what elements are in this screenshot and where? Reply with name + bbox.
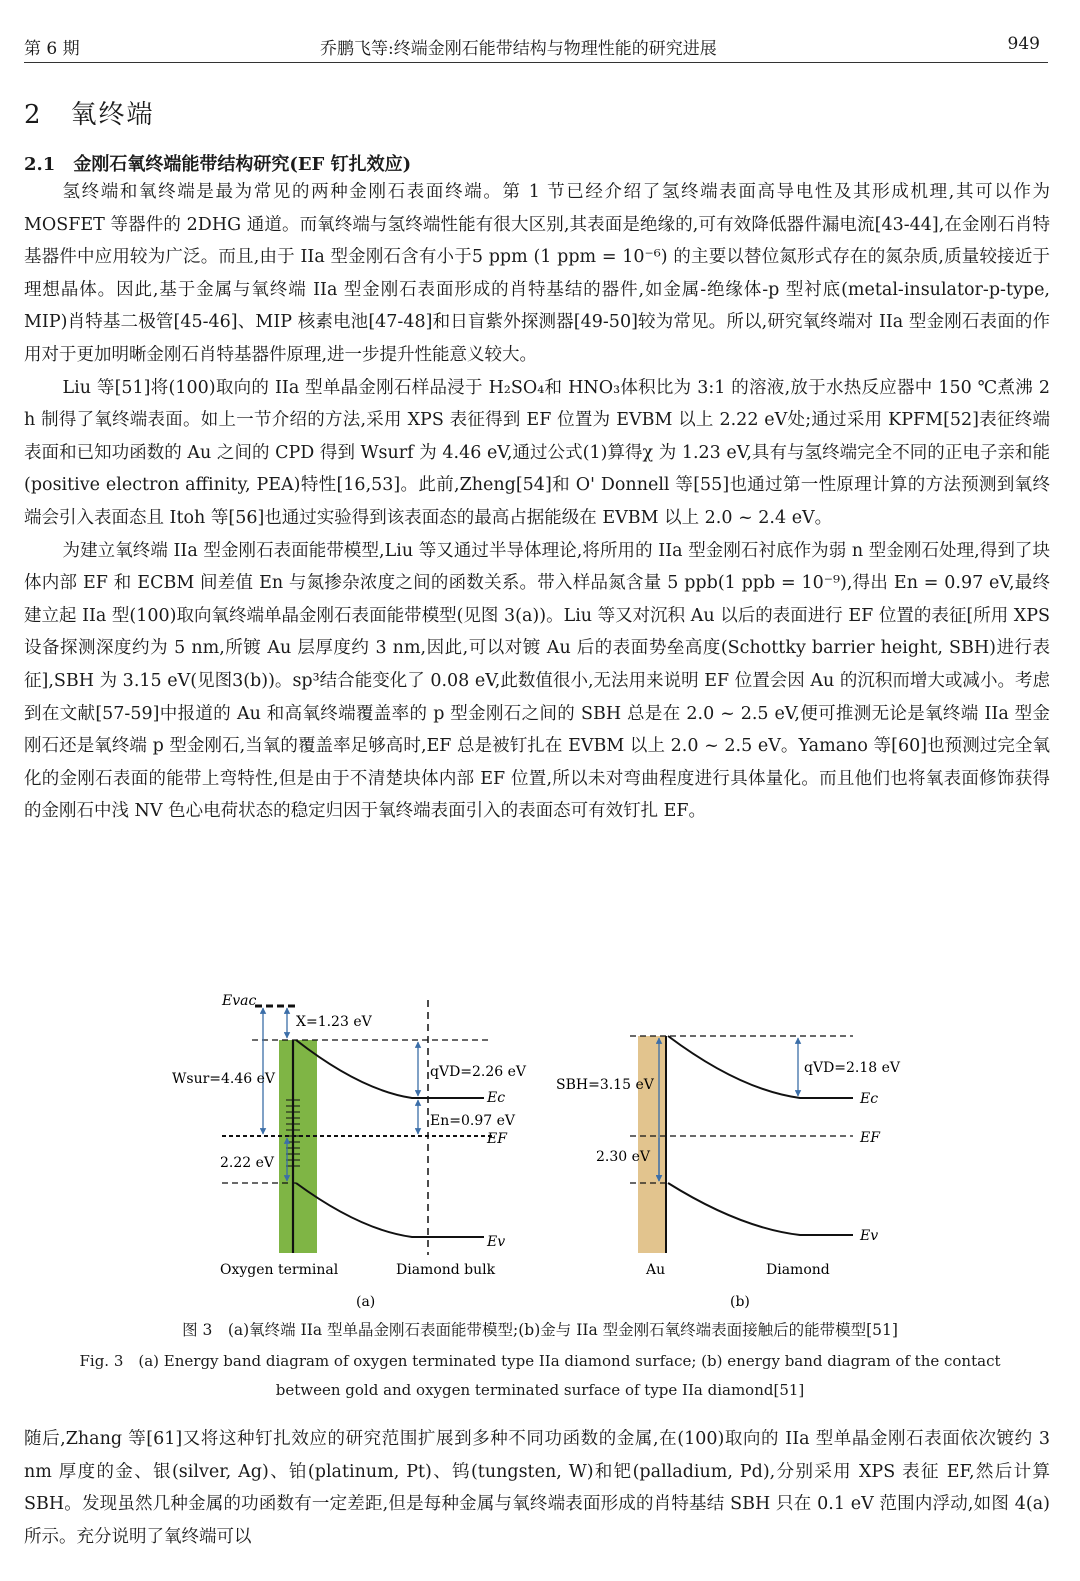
ec-label-b: Ec — [860, 1091, 879, 1107]
valence-band-a — [296, 1183, 484, 1237]
chi-label: X=1.23 eV — [296, 1014, 372, 1030]
ef-label-b: EF — [860, 1130, 880, 1146]
oxygen-terminal-label: Oxygen terminal — [220, 1262, 339, 1278]
figure-3 — [0, 990, 1080, 1320]
diamond-bulk-label: Diamond bulk — [396, 1262, 496, 1278]
en-label: En=0.97 eV — [430, 1113, 515, 1129]
figure-caption-en-2: between gold and oxygen terminated surface of type IIa diamond[51] — [275, 1381, 805, 1399]
subsection-heading: 2.1 金刚石氧终端能带结构研究(EF 钉扎效应) — [24, 154, 412, 175]
e230-label: 2.30 eV — [596, 1149, 651, 1165]
paragraph-2: Liu 等[51]将(100)取向的 IIa 型单晶金刚石样品浸于 H₂SO₄和 HNO₃体积比为 3:1 的溶液,放于水热反应器中 150 ℃煮沸 2 h 制得了氧终端表面。如上一节介绍的方法,采用 XPS 表征得到 EF 位置为 EVBM 以上 2.22 eV处;通过采用 KPFM[52]表征终端表面和已知功函数的 Au 之间的 CPD 得到 Wsurf 为 4.46 eV,通过公式(1)算得χ 为 1.23 eV,具有与氢终端完全不同的正电子亲和能(positive electron affinity, PEA)特性[16,53]。此前,Zheng[54]和 O' Donnell 等[55]也通过第一性原理计算的方法预测到氧终端会引入表面态且 Itoh 等[56]也通过实验得到该表面态的最高占据能级在 EVBM 以上 2.0 ~ 2.4 eV。 — [24, 377, 1050, 528]
qvd-label-b: qVD=2.18 eV — [804, 1060, 901, 1076]
figure-caption-cn: 图 3 (a)氧终端 IIa 型单晶金刚石表面能带模型;(b)金与 IIa 型金刚石氧终端表面接触后的能带模型[51] — [182, 1321, 898, 1339]
running-title: 乔鹏飞等:终端金刚石能带结构与物理性能的研究进展 — [320, 39, 717, 59]
oxygen-layer — [279, 1040, 317, 1253]
paragraph-1: 氢终端和氧终端是最为常见的两种金刚石表面终端。第 1 节已经介绍了氢终端表面高导电性及其形成机理,其可以作为 MOSFET 等器件的 2DHG 通道。而氧终端与氢终端性能有很大区别,其表面是绝缘的,可有效降低器件漏电流[43-44],在金刚石肖特基器件中应用较为广泛。而且,由于 IIa 型金刚石含有小于5 ppm (1 ppm = 10⁻⁶) 的主要以替位氮形式存在的氮杂质,质量较接近于理想晶体。因此,基于金属与氧终端 IIa 型金刚石表面形成的肖特基结的器件,如金属-绝缘体-p 型衬底(metal-insulator-p-type, MIP)肖特基二极管[45-46]、MIP 核素电池[47-48]和日盲紫外探测器[49-50]较为常见。所以,研究氧终端对 IIa 型金刚石表面的作用对于更加明晰金刚石肖特基器件原理,进一步提升性能意义较大。 — [24, 182, 1050, 365]
gold-layer — [638, 1036, 666, 1253]
e222-label: 2.22 eV — [220, 1155, 275, 1171]
sbh-label: SBH=3.15 eV — [556, 1077, 654, 1093]
ev-label-b: Ev — [860, 1228, 879, 1244]
header-rule — [24, 62, 1048, 63]
diamond-label: Diamond — [766, 1262, 830, 1278]
issue-number: 第 6 期 — [24, 39, 80, 59]
body-text-bottom — [24, 1423, 1050, 1553]
panel-b-label: (b) — [730, 1294, 750, 1310]
body-text-top — [24, 176, 1050, 828]
running-header — [0, 34, 1080, 60]
panel-b — [556, 1036, 901, 1310]
evac-label: Evac — [222, 993, 257, 1009]
ec-label-a: Ec — [487, 1090, 506, 1106]
qvd-label-a: qVD=2.26 eV — [430, 1064, 527, 1080]
valence-band-b — [668, 1183, 853, 1235]
section-heading: 2 氧终端 — [24, 100, 155, 130]
ev-label-a: Ev — [487, 1234, 506, 1250]
page-number: 949 — [1007, 34, 1040, 54]
paragraph-4: 随后,Zhang 等[61]又将这种钉扎效应的研究范围扩展到多种不同功函数的金属,在(100)取向的 IIa 型单晶金刚石表面依次镀约 3 nm 厚度的金、银(silver, Ag)、铂(platinum, Pt)、钨(tungsten, W)和钯(palladium, Pd),分别采用 XPS 表征 EF,然后计算 SBH。发现虽然几种金属的功函数有一定差距,但是每种金属与氧终端表面形成的肖特基结 SBH 只在 0.1 eV 范围内浮动,如图 4(a)所示。充分说明了氧终端可以 — [24, 1429, 1050, 1547]
au-label: Au — [646, 1262, 666, 1278]
figure-caption-en-1: Fig. 3 (a) Energy band diagram of oxygen terminated type IIa diamond surface; (b) energy band diagram of the contact — [79, 1352, 1001, 1370]
paragraph-3: 为建立氧终端 IIa 型金刚石表面能带模型,Liu 等又通过半导体理论,将所用的 IIa 型金刚石衬底作为弱 n 型金刚石处理,得到了块体内部 EF 和 ECBM 间差值 En 与氮掺杂浓度之间的函数关系。带入样品氮含量 5 ppb(1 ppb = 10⁻⁹),得出 En = 0.97 eV,最终建立起 IIa 型(100)取向氧终端单晶金刚石表面能带模型(见图 3(a))。Liu 等又对沉积 Au 以后的表面进行 EF 位置的表征[所用 XPS 设备探测深度约为 5 nm,所镀 Au 层厚度约 3 nm,因此,可以对镀 Au 后的表面势垒高度(Schottky barrier height, SBH)进行表征],SBH 为 3.15 eV(见图3(b))。sp³结合能变化了 0.08 eV,此数值很小,无法用来说明 EF 位置会因 Au 的沉积而增大或减小。考虑到在文献[57-59]中报道的 Au 和高氧终端覆盖率的 p 型金刚石之间的 SBH 总是在 2.0 ~ 2.5 eV,便可推测无论是氧终端 IIa 型金刚石还是氧终端 p 型金刚石,当氧的覆盖率足够高时,EF 总是被钉扎在 EVBM 以上 2.0 ~ 2.5 eV。Yamano 等[60]也预测过完全氧化的金刚石表面的能带上弯特性,但是由于不清楚块体内部 EF 位置,所以未对弯曲程度进行具体量化。而且他们也将氧表面修饰获得的金刚石中浅 NV 色心电荷状态的稳定归因于氧终端表面引入的表面态可有效钉扎 EF。 — [24, 540, 1050, 822]
panel-a-label: (a) — [356, 1294, 376, 1310]
ef-label-a: EF — [487, 1131, 507, 1147]
wsur-label: Wsur=4.46 eV — [172, 1071, 276, 1087]
panel-a — [172, 993, 527, 1310]
